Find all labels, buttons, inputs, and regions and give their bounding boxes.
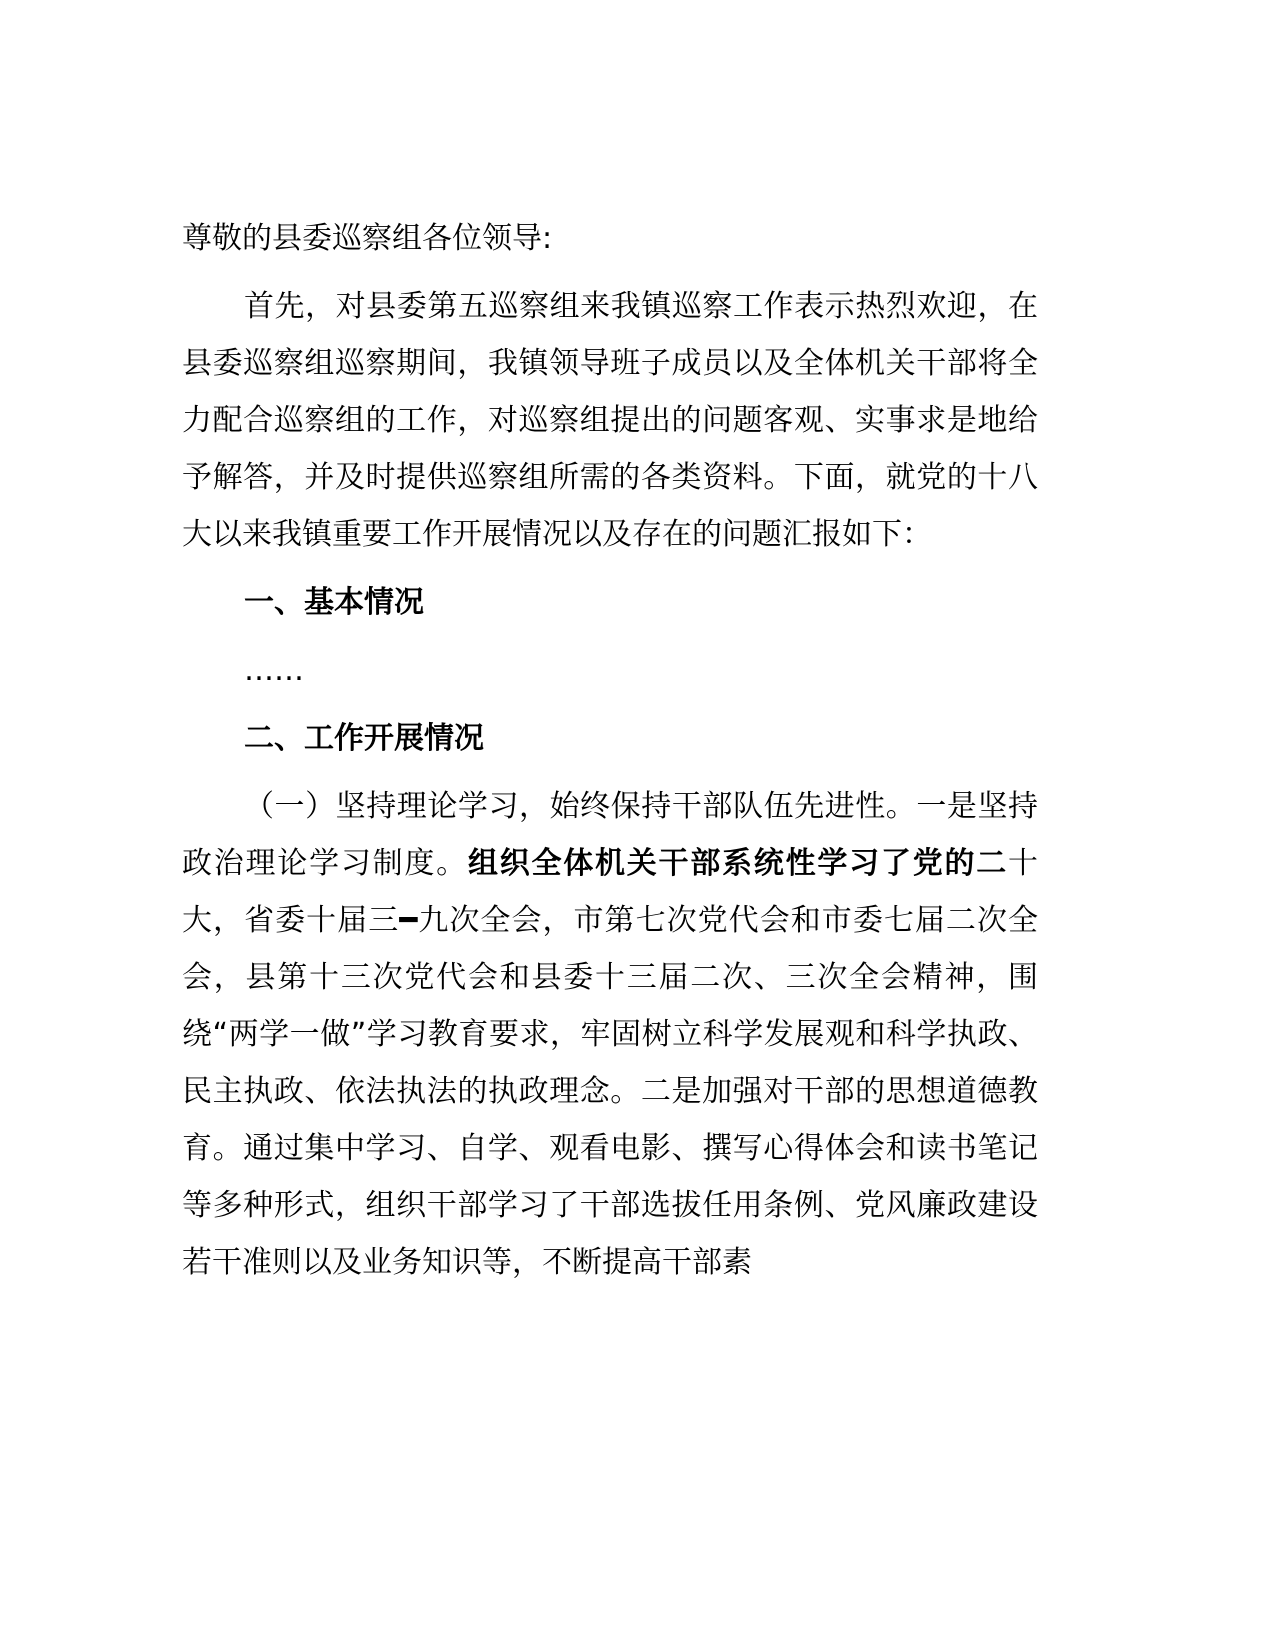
section-ellipsis: …… — [244, 653, 304, 688]
intro-paragraph: 首先，对县委第五巡察组来我镇巡察工作表示热烈欢迎，在县委巡察组巡察期间，我镇领导班子成员以及全体机关干部将全力配合巡察组的工作，对巡察组提出的问题客观、实事求是地给予解答，并及时提供巡察组所需的各类资料。下面，就党的十八大以来我镇重要工作开展情况以及存在的问题汇报如下： — [182, 289, 1038, 552]
document-body — [182, 210, 1038, 1302]
work-paragraph-bold: 组织全体机关干部系统性学习了党的二 — [467, 846, 1009, 881]
work-paragraph-rest: 十大，省委十届三━九次全会，市第七次党代会和市委七届二次全会，县第十三次党代会和县委十三届二次、三次全会精神，围绕“两学一做”学习教育要求，牢固树立科学发展观和科学执政、民主执政、依法执法的执政理念。二是加强对干部的思想道德教育。通过集中学习、自学、观看电影、撰写心得体会和读书笔记等多种形式，组织干部学习了干部选拔任用条例、党风廉政建设若干准则以及业务知识等，不断提高干部素 — [182, 846, 1039, 1280]
salutation: 尊敬的县委巡察组各位领导: — [182, 221, 553, 256]
work-paragraph — [182, 778, 1038, 1291]
section-heading-work: 二、工作开展情况 — [244, 721, 484, 756]
work-paragraph-lead: （一）坚持理论学习，始终保持干部队伍先进性。一是坚持政治理论学习制度。 — [182, 789, 1038, 881]
section-heading-basic: 一、基本情况 — [244, 585, 424, 620]
